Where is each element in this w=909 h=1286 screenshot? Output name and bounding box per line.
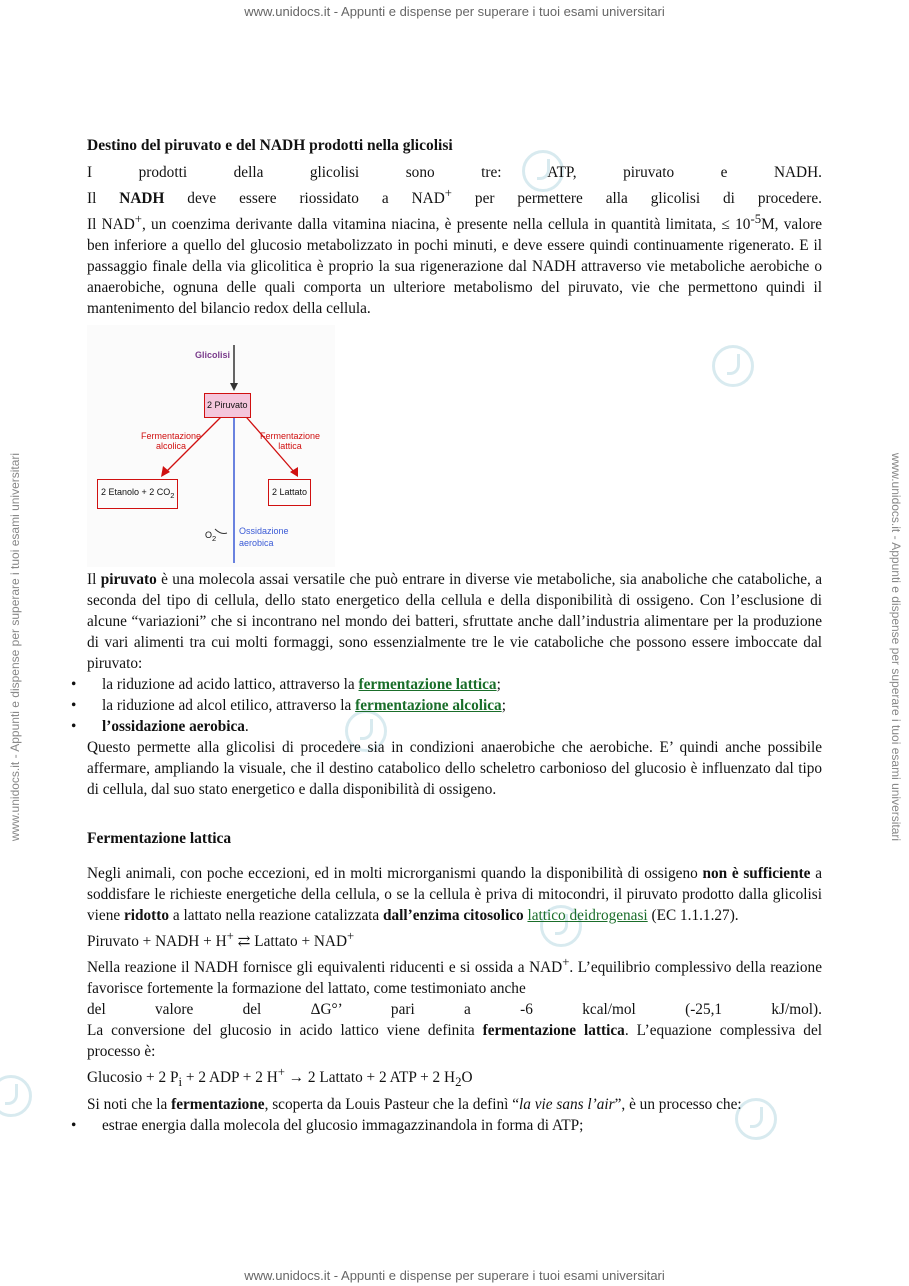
etanolo-box bbox=[97, 479, 178, 509]
equation-glucosio bbox=[87, 1062, 822, 1093]
text-bold: ridotto bbox=[123, 907, 169, 925]
piruvato-box: 2 Piruvato bbox=[204, 393, 251, 418]
list-item: • estrae energia dalla molecola del glucosio immagazzinandola in forma di ATP; bbox=[87, 1115, 822, 1136]
page-header: www.unidocs.it - Appunti e dispense per superare i tuoi esami universitari bbox=[244, 4, 665, 19]
text: O bbox=[461, 1069, 473, 1087]
word: kcal/mol bbox=[582, 1001, 636, 1019]
word: sono bbox=[405, 164, 435, 181]
text: , scoperta da Louis Pasteur che la definì “ bbox=[264, 1095, 520, 1113]
link-fermentazione-alcolica[interactable]: fermentazione alcolica bbox=[355, 697, 502, 715]
list-item bbox=[87, 695, 822, 716]
text: ⇄ Lattato + NAD bbox=[233, 933, 348, 951]
intro-line bbox=[87, 162, 822, 183]
word: prodotti bbox=[138, 164, 188, 181]
subscript: i bbox=[178, 1075, 183, 1090]
link-lattico-deidrogenasi[interactable]: lattico deidrogenasi bbox=[527, 907, 648, 925]
text: Nella reazione il NADH fornisce gli equivalenti riducenti e si ossida a NAD bbox=[87, 959, 563, 977]
fermentazione-lattica-label: Fermentazione lattica bbox=[259, 431, 321, 452]
text: La conversione del glucosio in acido lattico viene definita bbox=[87, 1022, 483, 1040]
word: glicolisi bbox=[309, 164, 360, 181]
list-item bbox=[87, 674, 822, 695]
lattato-box: 2 Lattato bbox=[268, 479, 311, 506]
text: Negli animali, con poche eccezioni, ed in molti microrganismi quando la disponibilità di ossigeno bbox=[87, 865, 703, 883]
section-title-piruvato: Destino del piruvato e del NADH prodotti nella glicolisi bbox=[87, 137, 453, 154]
text: ; bbox=[501, 697, 506, 715]
text: M, valore ben inferiore a quello del glucosio metabolizzato in pochi minuti, e deve essere quindi continuamente rigenerato. E il passaggio finale della via glicolitica è proprio la sua rigenerazione dal NADH attraverso vie metaboliche aerobiche o anaerobiche, ognuna delle quali comporta un ulteriore metabolismo del piruvato, vie che permettono quindi il mantenimento del bilancio redox della cellula. bbox=[87, 216, 822, 318]
word: a bbox=[464, 1001, 471, 1019]
text: Il NAD bbox=[87, 216, 135, 234]
subscript: 2 bbox=[212, 533, 217, 543]
word: valore bbox=[155, 1001, 194, 1019]
text: . bbox=[244, 718, 249, 736]
text-bold: non è sufficiente bbox=[702, 865, 811, 883]
side-watermark-right: www.unidocs.it - Appunti e dispense per superare i tuoi esami universitari bbox=[889, 452, 903, 842]
word: NADH. bbox=[773, 164, 822, 181]
catabolic-paths-list bbox=[87, 674, 822, 737]
superscript: + bbox=[277, 1065, 285, 1080]
document-body bbox=[87, 135, 822, 1136]
subscript: 2 bbox=[455, 1075, 462, 1090]
text: ; bbox=[496, 676, 501, 694]
nadh-line bbox=[87, 183, 822, 209]
text: Piruvato + NADH + H bbox=[87, 933, 227, 951]
text: . L’equilibrio complessivo della reazione favorisce fortemente la formazione del lattato, come testimoniato anche bbox=[87, 959, 822, 998]
text: Si noti che la bbox=[87, 1095, 172, 1113]
paragraph-conversione bbox=[87, 1020, 822, 1062]
link-fermentazione-lattica[interactable]: fermentazione lattica bbox=[358, 676, 497, 694]
text: è una molecola assai versatile che può entrare in diverse vie metaboliche, sia anaboliche che cataboliche, a seconda del tipo di cellula, dello stato energetico della cellula e della disponibilità di ossigeno. Con l’esclusione di alcune “variazioni” che si incontrano nel mondo dei batteri, sfruttate anche dall’industria alimentare per la produzione di vari alimenti tra cui molti formaggi, sono essenzialmente tre le vie cataboliche che possono essere imboccate dal piruvato: bbox=[87, 571, 822, 673]
text-bold: l’ossidazione aerobica bbox=[102, 718, 245, 736]
superscript: + bbox=[562, 955, 570, 970]
text: deve essere riossidato a NAD bbox=[164, 190, 445, 208]
spacer bbox=[87, 800, 822, 828]
delta-g-line bbox=[87, 999, 822, 1020]
fermentazione-alcolica-label: Fermentazione alcolica bbox=[141, 431, 202, 452]
text-bold: fermentazione lattica bbox=[482, 1022, 625, 1040]
text-bold: NADH bbox=[119, 190, 165, 208]
paragraph-destino: Questo permette alla glicolisi di procedere sia in condizioni anaerobiche che aerobiche. E’ quindi anche possibile affermare, ampliando la visuale, che il destino catabolico dello scheletro carbonioso del glucosio è influenzato dal tipo di cellula, dal suo stato energetico e dalla disponibilità di ossigeno. bbox=[87, 739, 822, 799]
spacer bbox=[87, 855, 822, 863]
paragraph-pasteur bbox=[87, 1094, 822, 1115]
ossidazione-aerobica-label: Ossidazione aerobica bbox=[239, 526, 289, 549]
glicolisi-label: Glicolisi bbox=[195, 350, 231, 361]
superscript: + bbox=[226, 929, 234, 944]
text-bold: fermentazione bbox=[171, 1095, 265, 1113]
text-bold: dall’enzima citosolico bbox=[383, 907, 524, 925]
text: + 2 ADP + 2 H bbox=[182, 1069, 278, 1087]
pyruvate-fate-diagram bbox=[87, 325, 335, 567]
text: (EC 1.1.1.27). bbox=[647, 907, 739, 925]
text: la riduzione ad alcol etilico, attraverso la bbox=[102, 697, 356, 715]
text: Il bbox=[87, 190, 120, 208]
o2-label bbox=[205, 525, 216, 549]
word: I bbox=[87, 164, 93, 181]
word: pari bbox=[390, 1001, 415, 1019]
list-item bbox=[87, 716, 822, 737]
text-bold: piruvato bbox=[100, 571, 157, 589]
process-properties-list bbox=[87, 1115, 822, 1136]
text: ”, è un processo che: bbox=[614, 1095, 742, 1113]
word: e bbox=[720, 164, 728, 181]
text: Il bbox=[87, 571, 101, 589]
paragraph-piruvato bbox=[87, 569, 822, 674]
watermark-logo-icon bbox=[0, 1075, 32, 1117]
word: della bbox=[233, 164, 264, 181]
text: per permettere alla glicolisi di procedere. bbox=[451, 190, 822, 208]
word: kJ/mol). bbox=[771, 1001, 822, 1019]
text: 2 Etanolo + 2 CO bbox=[101, 487, 171, 498]
paragraph-nad bbox=[87, 209, 822, 319]
superscript: + bbox=[347, 929, 355, 944]
word: del bbox=[242, 1001, 262, 1019]
word: -6 bbox=[520, 1001, 533, 1019]
text: a soddisfare le richieste energetiche della cellula, o se la cellula è priva di mitocondri, il piruvato prodotto dalla glicolisi viene bbox=[87, 865, 822, 925]
paragraph-animali bbox=[87, 863, 822, 926]
subscript: 2 bbox=[170, 490, 175, 500]
page-footer: www.unidocs.it - Appunti e dispense per superare i tuoi esami universitari bbox=[244, 1268, 665, 1283]
text: . L’equazione complessiva del processo è: bbox=[87, 1022, 822, 1061]
superscript: + bbox=[444, 186, 452, 200]
equation-piruvato-lattato bbox=[87, 926, 822, 952]
text-italic: la vie sans l’air bbox=[519, 1095, 615, 1113]
text: O bbox=[205, 530, 213, 541]
word: tre: bbox=[481, 164, 502, 181]
text: , un coenzima derivante dalla vitamina niacina, è presente nella cellula in quantità limitata, ≤ 10 bbox=[141, 216, 751, 234]
word: del bbox=[87, 1001, 106, 1019]
paragraph-nadh-equilibrio bbox=[87, 952, 822, 999]
word: ΔG°’ bbox=[310, 1001, 342, 1019]
word: ATP, bbox=[547, 164, 577, 181]
section-title-fermentazione-lattica: Fermentazione lattica bbox=[87, 830, 232, 848]
word: piruvato bbox=[623, 164, 675, 181]
superscript: + bbox=[134, 212, 142, 227]
text: → 2 Lattato + 2 ATP + 2 H bbox=[284, 1069, 456, 1087]
word: (-25,1 bbox=[685, 1001, 723, 1019]
superscript: -5 bbox=[750, 212, 762, 227]
text: a lattato nella reazione catalizzata bbox=[169, 907, 384, 925]
text: Glucosio + 2 P bbox=[87, 1069, 179, 1087]
side-watermark-left: www.unidocs.it - Appunti e dispense per superare i tuoi esami universitari bbox=[8, 452, 22, 842]
text: la riduzione ad acido lattico, attraverso la bbox=[102, 676, 359, 694]
